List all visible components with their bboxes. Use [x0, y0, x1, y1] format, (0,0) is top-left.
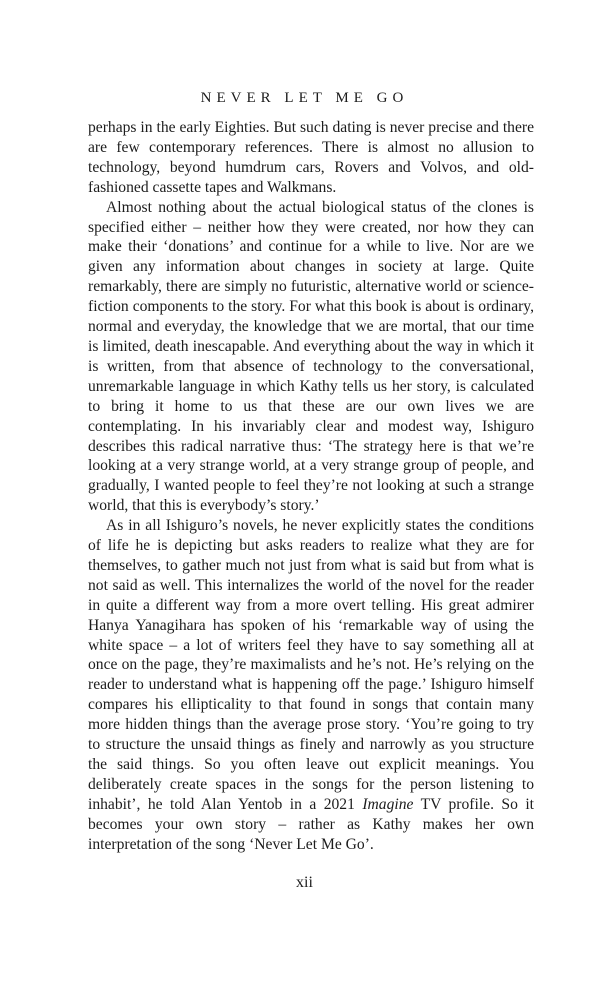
- paragraph-continued: perhaps in the early Eighties. But such dating is never precise and there are few contemporary references. There is almost no allusion to technology, beyond humdrum cars, Rovers and Volvos, and old-fashioned cassette tapes and Walkmans.: [88, 119, 534, 196]
- italic-title: Imagine: [362, 795, 414, 813]
- body-text: [88, 118, 534, 855]
- paragraph-text: TV profile. So it becomes your own story – rather as Kathy makes her own interpretation of the song ‘Never Let Me Go’.: [88, 795, 534, 853]
- paragraph: Almost nothing about the actual biological status of the clones is specified either – neither how they were created, nor how they can make their ‘donations’ and continue for a while to live. Nor are we given any information about changes in society at large. Quite remarkably, there are simply no futuristic, alternative world or science-fiction components to the story. For what this book is about is ordinary, normal and everyday, the knowledge that we are mortal, that our time is limited, death inescapable. And everything about the way in which it is written, from that absence of technology to the conversational, unremarkable language in which Kathy tells us her story, is calculated to bring it home to us that these are our own lives we are contemplating. In his invariably clear and modest way, Ishiguro describes this radical narrative thus: ‘The strategy here is that we’re looking at a very strange world, at a very strange group of people, and gradually, I wanted people to feel they’re not looking at such a strange world, that this is everybody’s story.’: [88, 198, 534, 515]
- paragraph: [88, 516, 534, 854]
- paragraph-text: As in all Ishiguro’s novels, he never explicitly states the conditions of life he is depicting but asks readers to realize what they are for themselves, to gather much not just from what is said but from what is not said as well. This internalizes the world of the novel for the reader in quite a different way from a more overt telling. His great admirer Hanya Yanagihara has spoken of his ‘remarkable way of using the white space – a lot of writers feel they have to say something all at once on the page, they’re maximalists and he’s not. He’s relying on the reader to understand what is happening off the page.’ Ishiguro himself compares his ellipticality to that found in songs that contain many more hidden things than the average prose story. ‘You’re going to try to structure the unsaid things as finely and narrowly as you structure the said things. So you often leave out explicit meanings. You deliberately create spaces in the songs for the person listening to inhabit’, he told Alan Yentob in a 2021: [88, 517, 534, 813]
- page-number: xii: [296, 874, 313, 891]
- running-head: NEVER LET ME GO: [200, 90, 409, 106]
